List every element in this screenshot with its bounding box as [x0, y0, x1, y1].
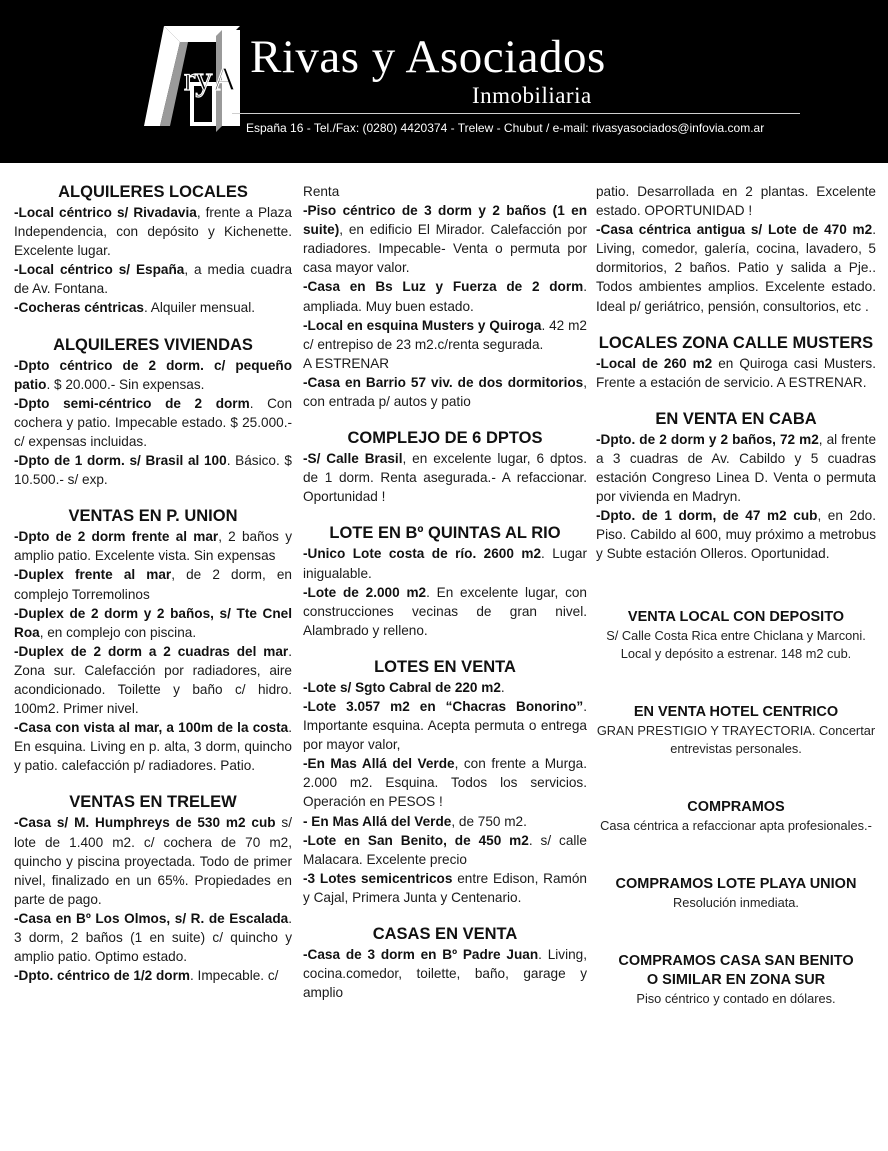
section-title: LOCALES ZONA CALLE MUSTERS — [598, 333, 874, 352]
company-logo — [136, 22, 244, 134]
section-ventas-p-union — [14, 506, 292, 775]
box-line: Piso céntrico y contado en dólares. — [636, 990, 836, 1006]
box-title: O SIMILAR EN ZONA SUR — [646, 971, 826, 988]
box-compramos-lote — [596, 875, 876, 912]
box-title: EN VENTA HOTEL CENTRICO — [633, 703, 839, 720]
column-2 — [303, 182, 587, 1019]
listing: -Lote s/ Sgto Cabral de 220 m2. — [303, 679, 505, 695]
box-compramos — [596, 798, 876, 835]
listing: -Lote en San Benito, de 450 m2. s/ calle Malacara. Excelente precio — [303, 832, 587, 867]
listing: -Cocheras céntricas. Alquiler mensual. — [14, 300, 256, 316]
listing-continued: patio. Desarrollada en 2 plantas. Excelente estado. OPORTUNIDAD ! — [596, 184, 876, 219]
section-alquileres-locales — [14, 182, 292, 318]
box-title: COMPRAMOS — [687, 798, 785, 815]
section-continued — [303, 182, 587, 411]
listing: -Dpto de 2 dorm frente al mar, 2 baños y amplio patio. Excelente vista. Sin expensas — [14, 529, 292, 564]
column-1 — [14, 182, 292, 1002]
listing: -Casa céntrica antigua s/ Lote de 470 m2. Living, comedor, galería, cocina, lavadero, 5 dormitorios, 2 baños. Patio y salida a Pje.. Todos ambientes amplios. Excelente estado. Ideal p/ geriátrico, pensión, consultorios, etc . — [596, 222, 876, 314]
listing-note: A ESTRENAR — [303, 355, 390, 371]
header-banner — [0, 0, 888, 163]
listing: -Lote de 2.000 m2. En excelente lugar, con construcciones vecinas de gran nivel. Alambrado y relleno. — [303, 584, 587, 638]
column-3 — [596, 182, 876, 1048]
listing: -Duplex de 2 dorm y 2 baños, s/ Tte Cnel Roa, en complejo con piscina. — [14, 605, 292, 640]
listing: -Casa con vista al mar, a 100m de la costa. En esquina. Living en p. alta, 3 dorm, quincho y patio. calefacción p/ radiadores. Patio. — [14, 720, 292, 774]
box-title: VENTA LOCAL CON DEPOSITO — [627, 608, 845, 625]
listing: -Local céntrico s/ Rivadavia, frente a Plaza Independencia, con depósito y Kichenette. Excelente lugar. — [14, 205, 292, 259]
section-alquileres-viviendas — [14, 335, 292, 490]
listing: -Piso céntrico de 3 dorm y 2 baños (1 en suite), en edificio El Mirador. Calefacción por radiadores. Impecable- Venta o permuta por casa mayor valor. — [303, 203, 587, 276]
section-title: EN VENTA EN CABA — [655, 409, 817, 428]
section-ventas-trelew — [14, 792, 292, 985]
section-title: LOTE EN Bº QUINTAS AL RIO — [329, 524, 561, 543]
section-title: COMPLEJO DE 6 DPTOS — [347, 429, 543, 448]
listing: -Casa s/ M. Humphreys de 530 m2 cub s/ lote de 1.400 m2. c/ cochera de 70 m2, quincho y piscina proyectada. Todo de primer nivel, finalizado en un 65%. Propiedades en parte de pago. — [14, 815, 293, 907]
section-title: LOTES EN VENTA — [374, 657, 516, 676]
listing: -Duplex de 2 dorm a 2 cuadras del mar. Zona sur. Calefacción por radiadores, aire acondicionado. Toilette y baño c/ hidro. 100m2. Primer nivel. — [14, 643, 292, 717]
listing: -Casa en Barrio 57 viv. de dos dormitorios, con entrada p/ autos y patio — [303, 374, 587, 410]
box-compramos-casa — [596, 952, 876, 1008]
company-subtitle: Inmobiliaria — [472, 83, 592, 108]
logo-letter: ryA — [184, 61, 237, 98]
listing: -Unico Lote costa de río. 2600 m2. Lugar inigualable. — [303, 546, 587, 581]
box-title: COMPRAMOS LOTE PLAYA UNION — [615, 875, 857, 892]
listing: -Casa en Bº Los Olmos, s/ R. de Escalada. 3 dorm, 2 baños (1 en suite) c/ quincho y amplio patio. Optimo estado. — [14, 910, 292, 965]
listing: -Local de 260 m2 en Quiroga casi Musters. Frente a estación de servicio. A ESTRENAR. — [596, 355, 876, 390]
listing-continued: Renta — [303, 184, 340, 199]
section-title: VENTAS EN P. UNION — [68, 507, 238, 526]
section-complejo-6-dptos — [303, 428, 587, 506]
listing: -Dpto. céntrico de 1/2 dorm. Impecable. c/ — [14, 968, 279, 984]
company-name: Rivas y Asociados — [250, 31, 606, 83]
section-title: ALQUILERES VIVIENDAS — [53, 335, 253, 354]
box-venta-local-deposito — [596, 608, 876, 663]
listing: -Lote 3.057 m2 en “Chacras Bonorino”. Importante esquina. Acepta permuta o entrega por mayor valor, — [303, 698, 587, 753]
listing: -Local en esquina Musters y Quiroga. 42 m2 c/ entrepiso de 23 m2.c/renta segurada. — [303, 317, 587, 352]
section-locales-zona-musters — [596, 333, 876, 392]
contact-info: España 16 - Tel./Fax: (0280) 4420374 - Trelew - Chubut / e-mail: rivasyasociados@infovia.com.ar — [246, 121, 765, 135]
listing: -Dpto semi-céntrico de 2 dorm. Con cochera y patio. Impecable estado. $ 25.000.- c/ expensas incluidas. — [14, 395, 293, 449]
section-casas-en-venta — [303, 924, 587, 1002]
listing: -3 Lotes semicentricos entre Edison, Ramón y Cajal, Primera Junta y Centenario. — [303, 870, 587, 905]
box-line: S/ Calle Costa Rica entre Chiclana y Marconi. — [606, 627, 866, 643]
box-hotel-centrico — [596, 703, 876, 758]
section-title: ALQUILERES LOCALES — [58, 183, 248, 201]
section-en-venta-caba — [596, 409, 876, 564]
section-lote-quintas-al-rio — [303, 523, 587, 639]
box-title: COMPRAMOS CASA SAN BENITO — [618, 952, 854, 969]
box-line: entrevistas personales. — [670, 740, 802, 756]
listing: -Dpto. de 1 dorm, de 47 m2 cub, en 2do. Piso. Cabildo al 600, muy próximo a metrobus y Subte estación Olleros. Oportunidad. — [596, 508, 876, 562]
listing: -Dpto. de 2 dorm y 2 baños, 72 m2, al frente a 3 cuadras de Av. Cabildo y 5 cuadras estación Congreso Linea D. Venta o permuta por vivienda en Madryn. — [596, 431, 877, 505]
box-line: Casa céntrica a refaccionar apta profesionales.- — [600, 817, 872, 833]
listing: -En Mas Allá del Verde, con frente a Murga. 2.000 m2. Esquina. Todos los servicios. Operación en PESOS ! — [303, 756, 588, 810]
box-line: GRAN PRESTIGIO Y TRAYECTORIA. Concertar — [596, 722, 876, 738]
listing: -Casa en Bs Luz y Fuerza de 2 dorm. ampliada. Muy buen estado. — [303, 279, 587, 314]
listing: -Casa de 3 dorm en Bº Padre Juan. Living, cocina.comedor, toilette, baño, garage y amplio — [303, 947, 587, 1001]
section-lotes-en-venta — [303, 657, 587, 907]
box-line: Resolución inmediata. — [673, 894, 799, 910]
section-title: VENTAS EN TRELEW — [69, 793, 237, 812]
box-line: Local y depósito a estrenar. 148 m2 cub. — [620, 645, 852, 661]
listing: -Duplex frente al mar, de 2 dorm, en complejo Torremolinos — [14, 567, 292, 602]
listing: -Dpto céntrico de 2 dorm. c/ pequeño patio. $ 20.000.- Sin expensas. — [14, 357, 292, 392]
listing: - En Mas Allá del Verde, de 750 m2. — [303, 813, 527, 829]
listing: -S/ Calle Brasil, en excelente lugar, 6 dptos. de 1 dorm. Renta asegurada.- A refaccionar. Oportunidad ! — [303, 451, 587, 505]
listing: -Dpto de 1 dorm. s/ Brasil al 100. Básico. $ 10.500.- s/ exp. — [14, 453, 292, 488]
header-divider — [232, 113, 800, 114]
listing: -Local céntrico s/ España, a media cuadra de Av. Fontana. — [14, 262, 292, 297]
section-title: CASAS EN VENTA — [372, 925, 518, 943]
section-continued — [596, 182, 876, 316]
